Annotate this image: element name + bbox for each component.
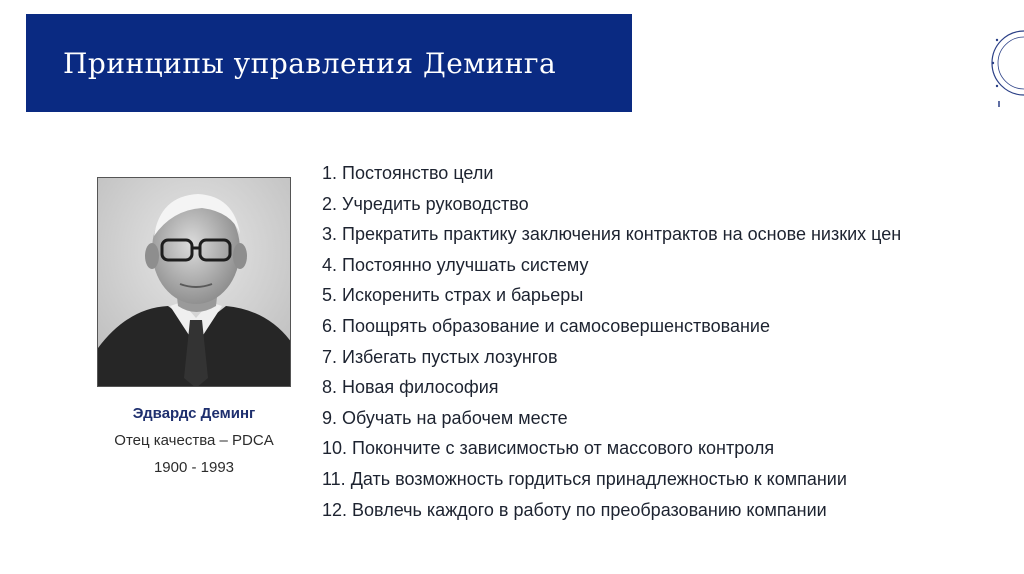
list-item: 12. Вовлечь каждого в работу по преобразованию компании — [322, 499, 827, 520]
list-item: 2. Учредить руководство — [322, 193, 529, 214]
list-item: 3. Прекратить практику заключения контрактов на основе низких цен — [322, 224, 902, 245]
portrait-image-icon — [98, 178, 291, 387]
person-years: 1900 - 1993 — [153, 459, 235, 476]
list-item: 9. Обучать на рабочем месте — [322, 407, 568, 428]
portrait-caption — [97, 400, 291, 481]
list-item: 8. Новая философия — [322, 377, 499, 398]
deming-portrait — [97, 177, 291, 387]
person-subtitle: Отец качества – PDCA — [114, 432, 274, 449]
list-item: 4. Постоянно улучшать систему — [322, 254, 589, 275]
seal-logo-icon — [980, 18, 1024, 108]
list-item: 6. Поощрять образование и самосовершенствование — [322, 315, 770, 336]
list-item: 10. Покончите с зависимостью от массового контроля — [322, 438, 775, 459]
list-item: 5. Искоренить страх и барьеры — [322, 285, 584, 306]
list-item: 11. Дать возможность гордиться принадлежностью к компании — [322, 468, 847, 489]
slide-title: Принципы управления Деминга — [63, 46, 557, 80]
person-name: Эдвардс Деминг — [132, 405, 256, 422]
title-banner — [26, 14, 632, 112]
list-item: 7. Избегать пустых лозунгов — [322, 346, 558, 367]
principles-list — [322, 158, 901, 525]
list-item: 1. Постоянство цели — [322, 163, 494, 183]
